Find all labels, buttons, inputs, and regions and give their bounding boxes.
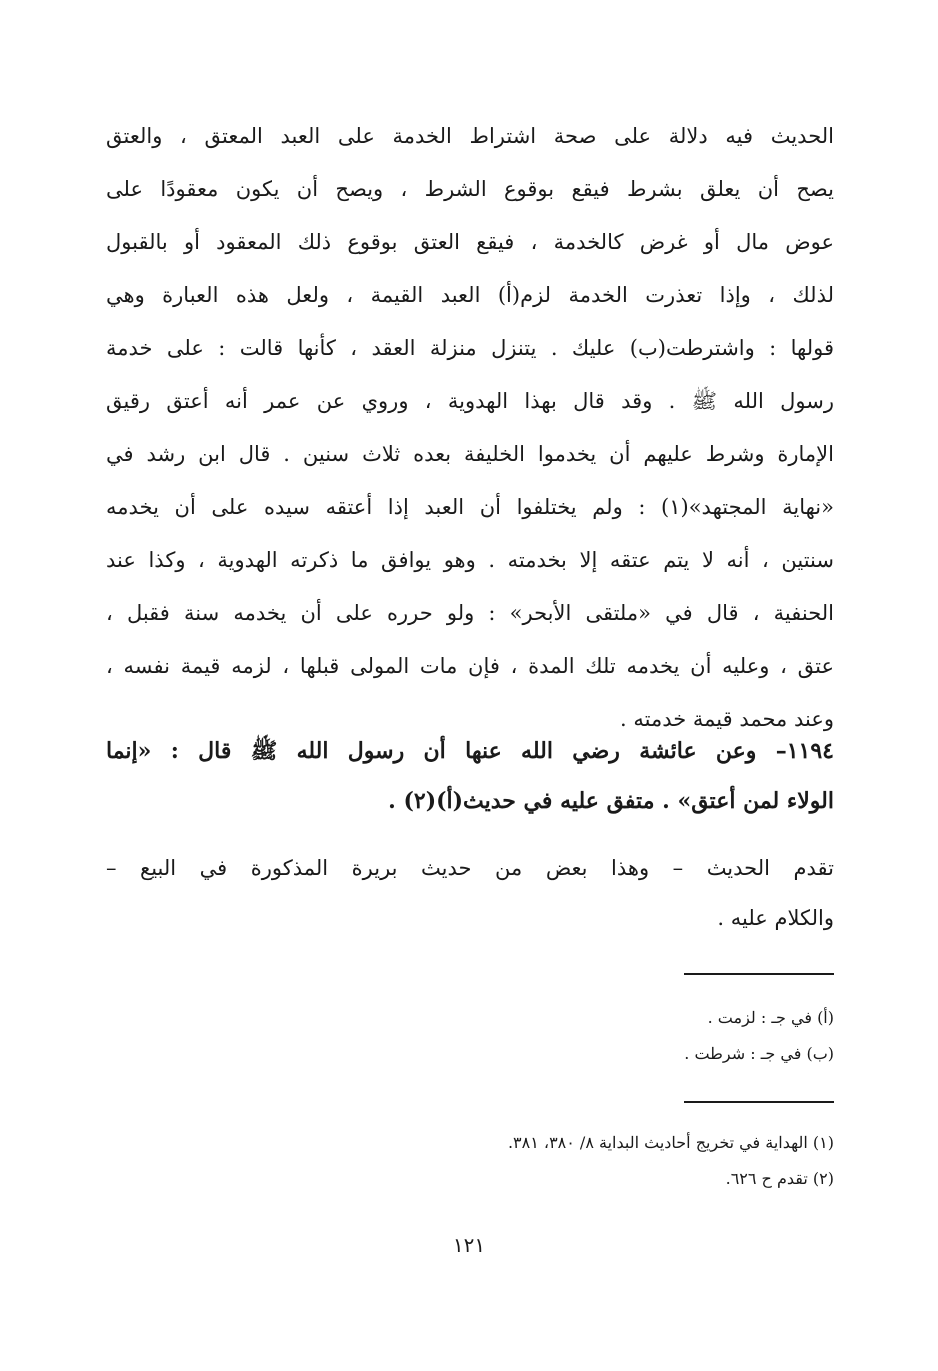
commentary-line: قولها : واشترطت(ب) عليك . يتنزل منزلة العقد ، كأنها قالت : على خدمة: [106, 336, 834, 360]
variant-note: (أ) في جـ : لزمت .: [707, 1008, 834, 1027]
footnote-divider: [684, 973, 834, 975]
commentary-line: عتق ، وعليه أن يخدمه تلك المدة ، فإن مات المولى قبلها ، لزمه قيمة نفسه ،: [106, 654, 834, 678]
footnote: (١) الهداية في تخريج أحاديث البداية ٨/ ٣٨٠، ٣٨١.: [507, 1133, 834, 1152]
variant-note: (ب) في جـ : شرطت .: [684, 1044, 834, 1063]
hadith-commentary-line: تقدم الحديث – وهذا بعض من حديث بريرة المذكورة في البيع –: [106, 856, 834, 880]
commentary-line: عوض مال أو غرض كالخدمة ، فيقع العتق بوقوع ذلك المعقود أو بالقبول: [106, 230, 834, 254]
hadith-text: [106, 726, 834, 826]
footnote: (٢) تقدم ح ٦٢٦.: [725, 1169, 834, 1188]
footnotes: [106, 1125, 834, 1197]
hadith-line: ١١٩٤– وعن عائشة رضي الله عنها أن رسول الله ﷺ قال : «إنما: [106, 738, 834, 764]
commentary-line: الإمارة وشرط عليهم أن يخدموا الخليفة بعده ثلاث سنين . قال ابن رشد في: [106, 442, 834, 466]
commentary-line: وعند محمد قيمة خدمته .: [620, 707, 834, 731]
commentary-line: الحنفية ، قال في «ملتقى الأبحر» : ولو حرره على أن يخدمه سنة فقبل ،: [106, 601, 834, 625]
commentary-line: سنتين ، أنه لا يتم عتقه إلا بخدمته . وهو يوافق ما ذكرته الهدوية ، وكذا عند: [106, 548, 834, 572]
page-number: ١٢١: [452, 1233, 486, 1257]
commentary-paragraph: [106, 110, 834, 746]
hadith-line: الولاء لمن أعتق» . متفق عليه في حديث(أ)(٢) .: [388, 788, 834, 814]
commentary-line: الحديث فيه دلالة على صحة اشتراط الخدمة على العبد المعتق ، والعتق: [106, 124, 834, 148]
footnote-divider: [684, 1101, 834, 1103]
hadith-commentary-line: والكلام عليه .: [717, 906, 834, 930]
variant-notes: [106, 1000, 834, 1072]
commentary-line: لذلك ، وإذا تعذرت الخدمة لزم(أ) العبد القيمة ، ولعل هذه العبارة وهي: [106, 283, 834, 307]
hadith-commentary: [106, 843, 834, 943]
commentary-line: يصح أن يعلق بشرط فيقع بوقوع الشرط ، ويصح أن يكون معقودًا على: [106, 177, 834, 201]
commentary-line: «نهاية المجتهد»(١) : ولم يختلفوا أن العبد إذا أعتقه سيده على أن يخدمه: [106, 495, 834, 519]
commentary-line: رسول الله ﷺ . وقد قال بهذا الهدوية ، وروي عن عمر أنه أعتق رقيق: [106, 389, 834, 413]
